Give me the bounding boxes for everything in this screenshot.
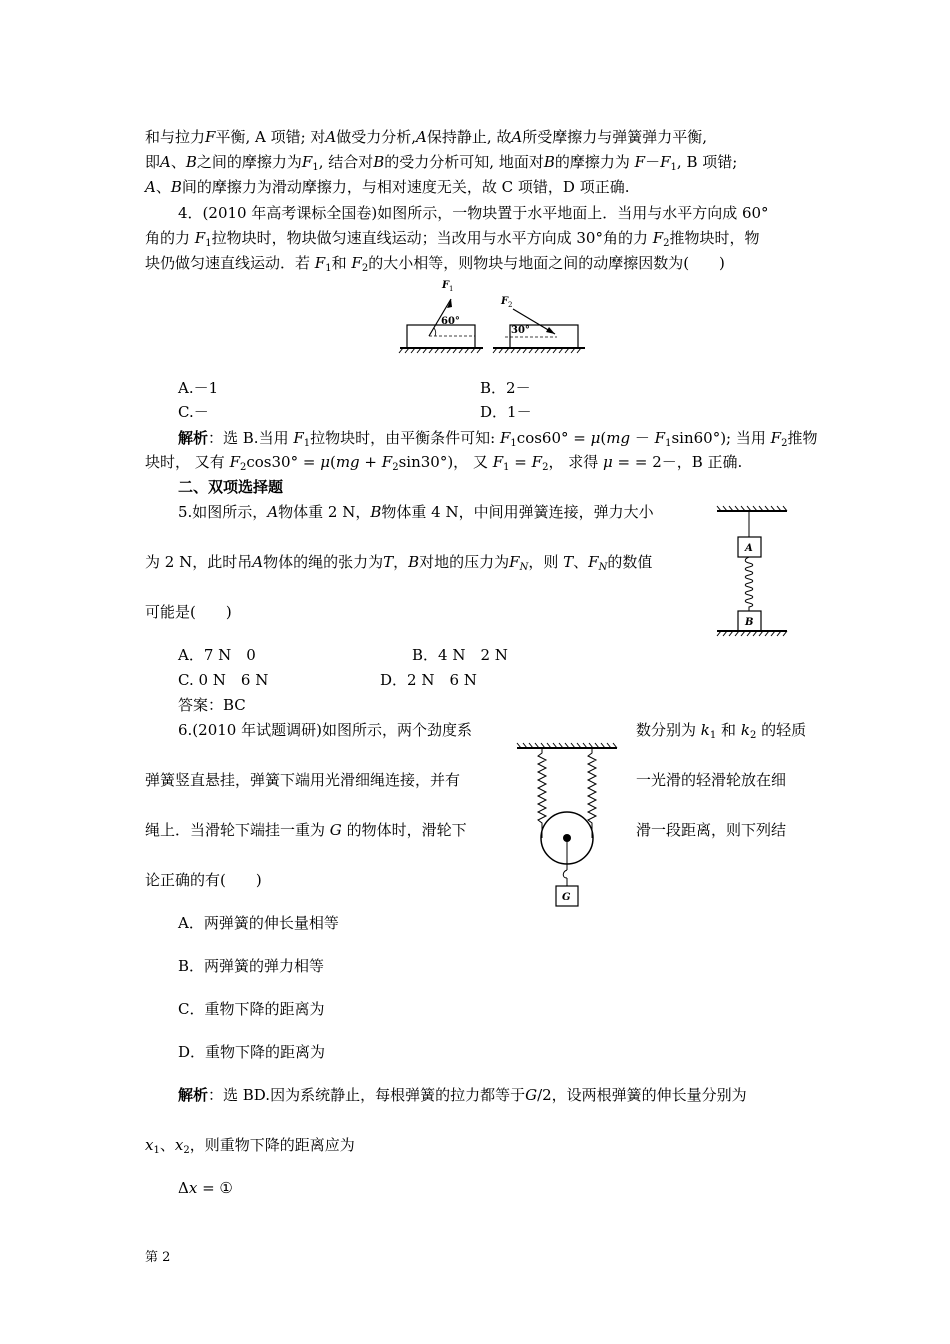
solution-text: 解析：选 BD.因为系统静止，每根弹簧的拉力都等于G/2，设两根弹簧的伸长量分别为 <box>178 1086 747 1104</box>
question-6-text: 6.(2010 年试题调研)如图所示，两个劲度系 <box>178 721 472 739</box>
text-line: 滑一段距离，则下列结 <box>636 821 787 839</box>
question-5-figure <box>712 503 792 638</box>
question-5-text: 5.如图所示，A物体重 2 N，B物体重 4 N，中间用弹簧连接，弹力大小 <box>178 503 654 521</box>
formula-line: Δx = ① <box>178 1179 233 1197</box>
text-line: 数分别为 $k_1$ 和 $k_2$ 的轻质 <box>636 721 807 741</box>
text-line: 论正确的有( ) <box>145 871 262 889</box>
page-footer: 第 2 <box>145 1250 171 1265</box>
option-a: A．两弹簧的伸长量相等 <box>178 914 339 932</box>
svg-text:2: 2 <box>508 301 513 309</box>
solution-text: $x_1$、$x_2$，则重物下降的距离应为 <box>145 1136 355 1156</box>
option-c: C. 0 N 6 N <box>178 671 269 689</box>
text-line: A、B间的摩擦力为滑动摩擦力，与相对速度无关，故 C 项错，D 项正确. <box>145 178 630 196</box>
option-c: C．重物下降的距离为 <box>178 1000 325 1018</box>
text-line: 弹簧竖直悬挂，弹簧下端用光滑细绳连接，并有 <box>145 771 461 789</box>
svg-text:1: 1 <box>449 285 454 293</box>
option-d: D．1－ <box>480 403 532 421</box>
option-b: B．两弹簧的弹力相等 <box>178 957 325 975</box>
svg-text:G: G <box>562 892 571 903</box>
svg-text:B: B <box>745 617 754 628</box>
svg-text:30°: 30° <box>511 325 530 336</box>
question-4-figure <box>395 275 595 355</box>
text-line: 可能是( ) <box>145 603 232 621</box>
question-4-text: 4．(2010 年高考课标全国卷)如图所示，一物块置于水平地面上．当用与水平方向成 60° <box>178 204 769 222</box>
text-line: 绳上．当滑轮下端挂一重为 G 的物体时，滑轮下 <box>145 821 467 839</box>
answer-text: 答案：BC <box>178 696 246 714</box>
option-d: D．2 N 6 N <box>380 671 477 689</box>
text-line: 一光滑的轻滑轮放在细 <box>636 771 787 789</box>
option-a: A.－1 <box>178 379 219 397</box>
text-line: 和与拉力F平衡, A 项错; 对A做受力分析,A保持静止, 故A所受摩擦力与弹簧弹力平衡, <box>145 128 708 146</box>
text-line: 即A、B之间的摩擦力为$F_1$, 结合对B的受力分析可知, 地面对B的摩擦力为 $F-F_1$, B 项错; <box>145 153 738 173</box>
question-6-figure <box>512 738 622 913</box>
option-b: B．2－ <box>480 379 531 397</box>
svg-text:F: F <box>501 296 509 307</box>
text-line: 块仍做匀速直线运动．若 $F_1$和 $F_2$的大小相等，则物块与地面之间的动摩擦因数为( ) <box>145 254 725 274</box>
svg-text:A: A <box>745 543 753 554</box>
text-line: 角的力 $F_1$拉物块时，物块做匀速直线运动；当改用与水平方向成 30°角的力 $F_2$推物块时，物 <box>145 229 760 249</box>
text-line: 为 2 N，此时吊A物体的绳的张力为T，B对地的压力为$F_N$，则 T、$F_N$的数值 <box>145 553 653 573</box>
option-d: D．重物下降的距离为 <box>178 1043 326 1061</box>
solution-text: 块时， 又有 $F_2\cos 30^\circ = \mu(mg + F_2\sin 30^\circ)$， 又 $F_1 = F_2$， 求得 μ = = 2－，B 正确. <box>145 453 743 473</box>
svg-text:60°: 60° <box>441 316 460 327</box>
section-heading: 二、双项选择题 <box>178 478 284 496</box>
solution-text: 解析：选 B.当用 $F_1$拉物块时，由平衡条件可知: $F_1\cos 60^\circ = \mu(mg - F_1\sin 60^\circ)$; 当用 $F_2$推物 <box>178 429 818 449</box>
svg-text:F: F <box>442 280 450 291</box>
option-b: B．4 N 2 N <box>412 646 508 664</box>
option-c: C.－ <box>178 403 209 421</box>
option-a: A．7 N 0 <box>178 646 256 664</box>
